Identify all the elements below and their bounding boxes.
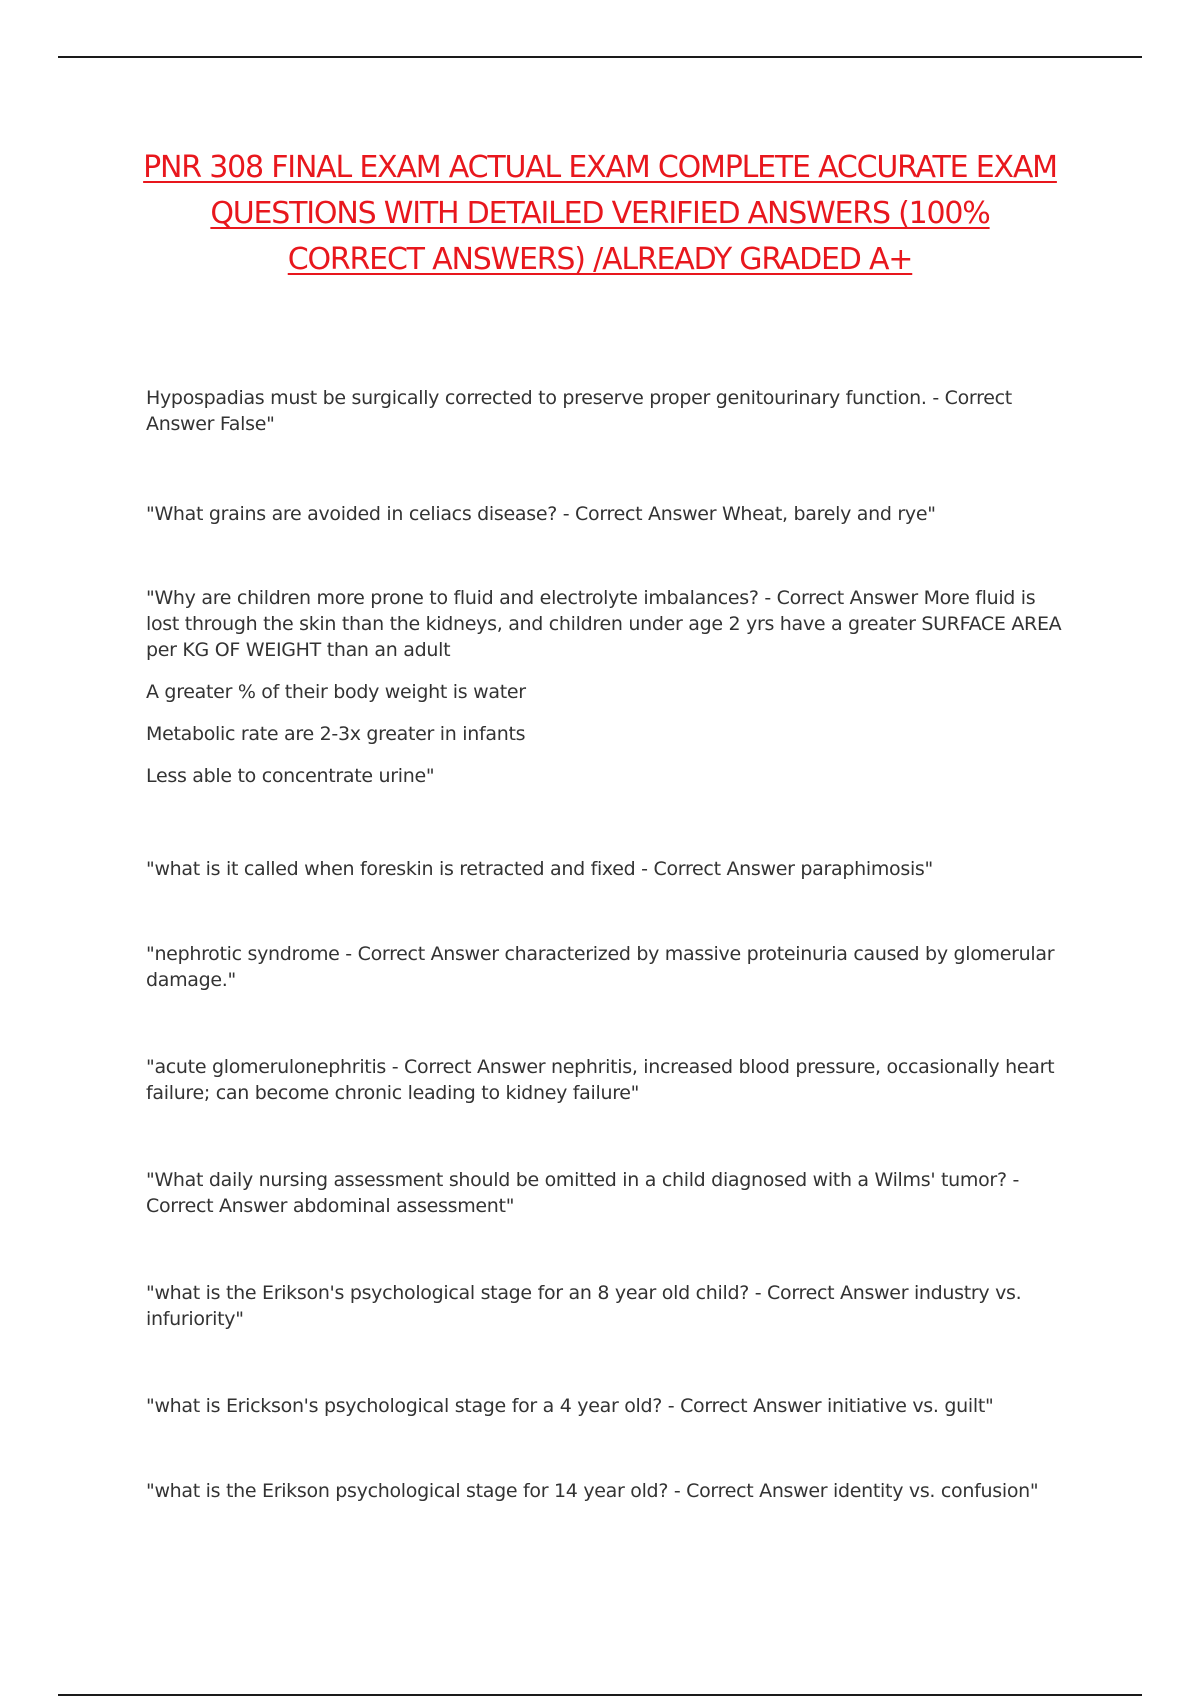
- qa-line: "what is Erickson's psychological stage for a 4 year old? - Correct Answer initiative vs. guilt": [146, 1395, 994, 1417]
- qa-entry-7: [146, 1167, 1066, 1219]
- qa-line: "nephrotic syndrome - Correct Answer characterized by massive proteinuria caused by glomerular damage.": [146, 943, 1055, 991]
- qa-line: "what is it called when foreskin is retracted and fixed - Correct Answer paraphimosis": [146, 858, 933, 880]
- top-rule: [58, 56, 1142, 58]
- qa-entry-6: [146, 1054, 1066, 1106]
- qa-line: Metabolic rate are 2-3x greater in infants: [146, 723, 526, 745]
- qa-entry-2: [146, 501, 1066, 527]
- qa-line: "what is the Erikson psychological stage for 14 year old? - Correct Answer identity vs. confusion": [146, 1480, 1039, 1502]
- qa-entry-10: [146, 1478, 1066, 1504]
- qa-entry-8: [146, 1280, 1066, 1332]
- qa-line: "What daily nursing assessment should be omitted in a child diagnosed with a Wilms' tumor? - Correct Answer abdominal assessment": [146, 1169, 1020, 1217]
- qa-line: "What grains are avoided in celiacs disease? - Correct Answer Wheat, barely and rye": [146, 503, 936, 525]
- document-title: PNR 308 FINAL EXAM ACTUAL EXAM COMPLETE ACCURATE EXAM QUESTIONS WITH DETAILED VERIFIED ANSWERS (100% CORRECT ANSWERS) /ALREADY GRADED A+: [143, 150, 1057, 277]
- qa-entry-4: [146, 856, 1066, 882]
- qa-entry-9: [146, 1393, 1066, 1419]
- qa-line: "what is the Erikson's psychological stage for an 8 year old child? - Correct Answer industry vs. infuriority": [146, 1282, 1022, 1330]
- bottom-rule: [58, 1694, 1142, 1696]
- qa-entry-5: [146, 941, 1066, 993]
- qa-line: "acute glomerulonephritis - Correct Answer nephritis, increased blood pressure, occasionally heart failure; can become chronic leading to kidney failure": [146, 1056, 1055, 1104]
- qa-entry-3: [146, 585, 1066, 789]
- qa-entry-1: [146, 385, 1066, 437]
- qa-line: Less able to concentrate urine": [146, 765, 435, 787]
- qa-line: "Why are children more prone to fluid and electrolyte imbalances? - Correct Answer More fluid is lost through the skin than the kidneys, and children under age 2 yrs have a greater SURFACE AREA per KG OF WEIGHT than an adult: [146, 587, 1062, 661]
- qa-line: Hypospadias must be surgically corrected to preserve proper genitourinary function. - Correct Answer False": [146, 387, 1012, 435]
- qa-line: A greater % of their body weight is water: [146, 681, 526, 703]
